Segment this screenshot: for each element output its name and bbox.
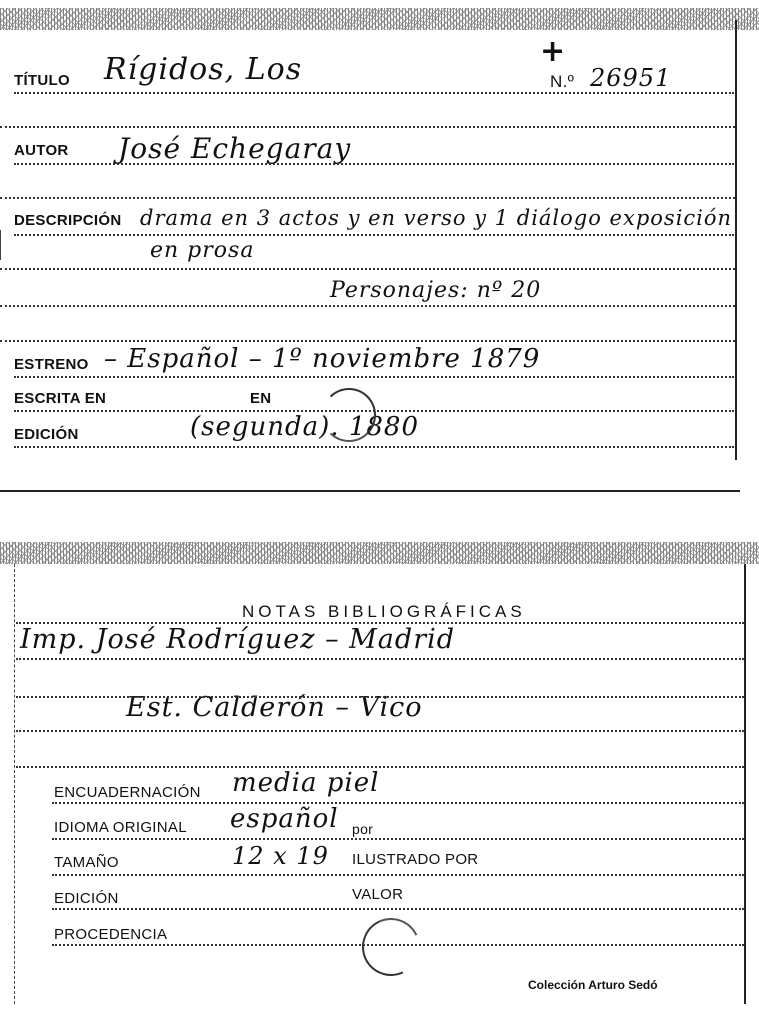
notas-rule-3	[16, 696, 744, 698]
descripcion-line1: drama en 3 actos y en verso y 1 diálogo exposición	[140, 206, 733, 230]
descripcion-line3: Personajes: nº 20	[330, 278, 542, 303]
edicion-label: EDICIÓN	[54, 890, 119, 907]
escrita-en-label: ESCRITA EN	[14, 390, 107, 407]
notas-rule-4	[16, 730, 744, 732]
edicion-rule	[14, 446, 734, 448]
numero-value: 26951	[590, 64, 672, 92]
idioma-value: español	[230, 804, 339, 834]
edicion-rule	[52, 908, 744, 910]
card-left-border	[14, 564, 16, 1004]
tamano-rule	[52, 874, 744, 876]
autor-rule	[14, 163, 734, 165]
procedencia-label: PROCEDENCIA	[54, 926, 168, 943]
por-label: por	[352, 821, 374, 837]
card-right-border	[735, 20, 737, 460]
estreno-label: ESTRENO	[14, 356, 89, 373]
blank-rule-5	[0, 340, 735, 342]
idioma-rule	[52, 838, 744, 840]
nota-line2: Est. Calderón – Vico	[126, 692, 423, 723]
blank-rule-2	[0, 197, 735, 199]
blank-rule-1	[0, 126, 735, 128]
edicion-value: (segunda). 1880	[190, 412, 419, 442]
blank-rule-3	[0, 268, 735, 270]
encuadernacion-label: ENCUADERNACIÓN	[54, 784, 201, 801]
coleccion-credit: Colección Arturo Sedó	[528, 978, 658, 992]
blank-rule-4	[0, 305, 735, 307]
notas-title: NOTAS BIBLIOGRÁFICAS	[242, 602, 526, 621]
nota-line1: Imp. José Rodríguez – Madrid	[20, 624, 456, 655]
notas-rule-5	[16, 766, 744, 768]
titulo-rule	[14, 92, 734, 94]
edicion-label: EDICIÓN	[14, 426, 79, 443]
tamano-value: 12 x 19	[232, 842, 329, 870]
encuadernacion-value: media piel	[232, 768, 380, 798]
stamp-circle-bottom	[354, 910, 428, 984]
ilustrado-label: ILUSTRADO POR	[352, 851, 479, 868]
cross-mark: +	[540, 34, 566, 69]
notas-rule-2	[16, 658, 744, 660]
titulo-value: Rígidos, Los	[104, 52, 303, 87]
descripcion-rule	[14, 234, 734, 236]
card-bottom-edge	[0, 490, 740, 492]
descripcion-label: DESCRIPCIÓN	[14, 212, 122, 229]
estreno-rule	[14, 376, 734, 378]
card-right-border	[744, 564, 746, 1004]
catalog-card-front	[0, 0, 759, 500]
valor-label: VALOR	[352, 886, 404, 903]
idioma-label: IDIOMA ORIGINAL	[54, 819, 187, 836]
titulo-label: TÍTULO	[14, 72, 70, 89]
autor-value: José Echegaray	[118, 132, 352, 165]
autor-label: AUTOR	[14, 142, 69, 159]
scan-noise-edge	[0, 542, 759, 564]
scan-noise-edge	[0, 8, 759, 30]
estreno-value: – Español – 1º noviembre 1879	[104, 344, 541, 374]
encuadernacion-rule	[52, 802, 744, 804]
tamano-label: TAMAÑO	[54, 854, 119, 871]
descripcion-line2: en prosa	[150, 238, 255, 263]
card-left-border	[0, 230, 1, 260]
catalog-card-back	[0, 540, 759, 1028]
stamp-circle-top	[322, 388, 376, 442]
en-label: EN	[250, 390, 272, 407]
numero-label: N.º	[550, 72, 575, 91]
